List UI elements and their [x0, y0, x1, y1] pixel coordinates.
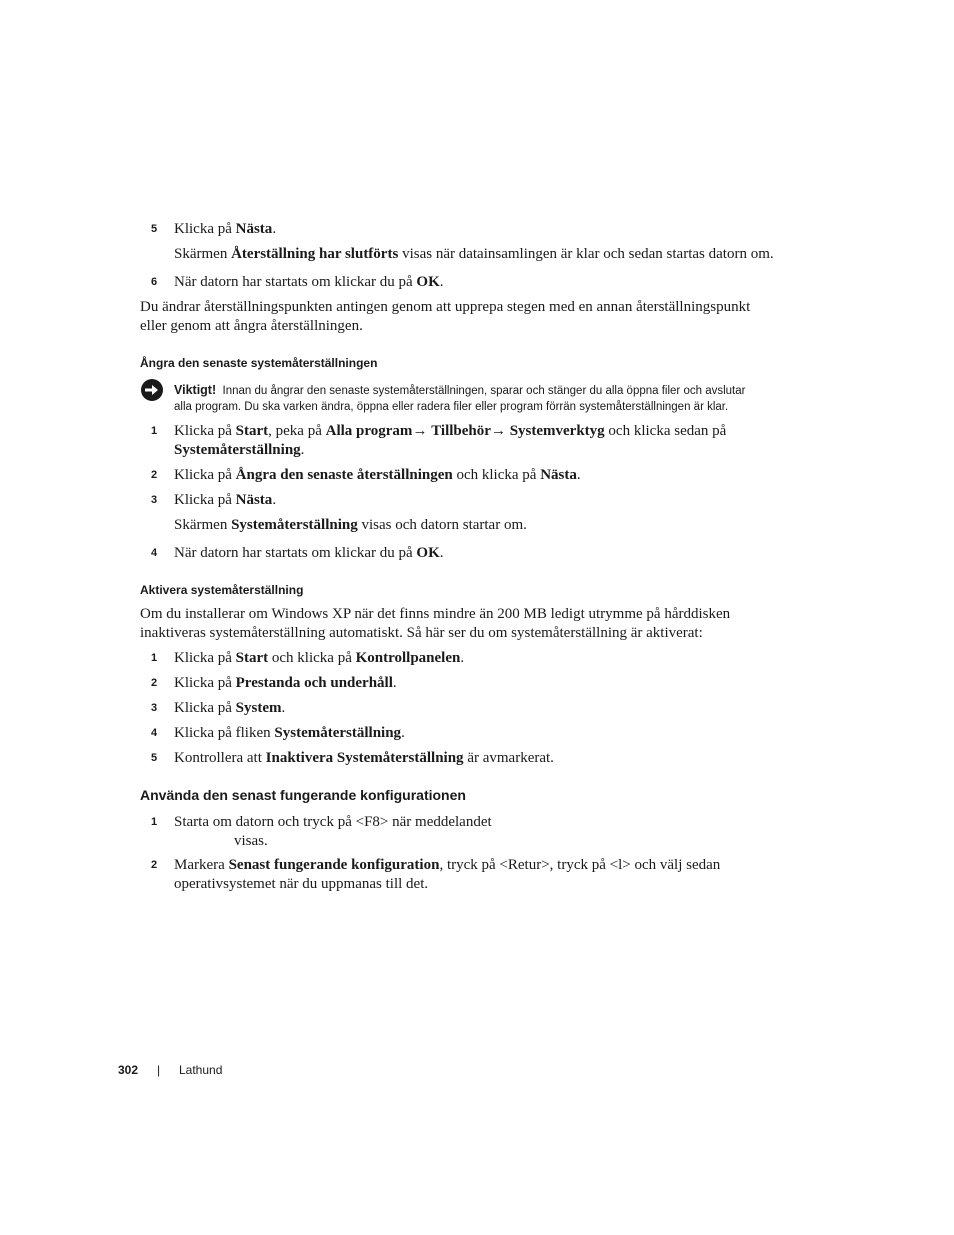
- step-text: operativsystemet när du uppmanas till det.: [174, 876, 429, 892]
- step-number: 2: [151, 469, 158, 481]
- text: Kontrollera att: [174, 750, 266, 766]
- step-number: 3: [151, 494, 158, 506]
- ui-term: Nästa: [235, 492, 273, 508]
- step-text: [174, 699, 285, 718]
- step-number: 6: [151, 276, 158, 288]
- ui-term: Nästa: [540, 467, 577, 483]
- text: .: [439, 274, 444, 290]
- text: Klicka på: [174, 700, 236, 716]
- text: och klicka på: [268, 650, 356, 666]
- step-text: [174, 674, 397, 693]
- step-text: [174, 649, 464, 668]
- ui-term: OK: [416, 274, 440, 290]
- step-subtext: [174, 245, 774, 264]
- note-line: alla program. Du ska varken ändra, öppna eller radera filer eller program förrän systemåterställningen är klar.: [174, 401, 729, 413]
- footer-title: Lathund: [179, 1063, 223, 1077]
- text: .: [272, 492, 277, 508]
- text: Klicka på: [174, 675, 236, 691]
- step-number: 2: [151, 677, 158, 689]
- text: .: [439, 545, 444, 561]
- step-text: [174, 544, 444, 563]
- text: Klicka på: [174, 492, 236, 508]
- ui-term: Start: [235, 423, 269, 439]
- step-text: visas.: [234, 833, 268, 849]
- text: Skärmen: [174, 246, 232, 262]
- step-number: 4: [151, 547, 158, 559]
- text: visas och datorn startar om.: [357, 517, 527, 533]
- text: Klicka på: [174, 650, 236, 666]
- ui-term: Start: [235, 650, 269, 666]
- paragraph-line: eller genom att ångra återställningen.: [140, 318, 363, 334]
- ui-term: Prestanda och underhåll: [235, 675, 393, 691]
- section-heading: Ångra den senaste systemåterställningen: [140, 356, 378, 370]
- text: När datorn har startats om klickar du på: [174, 545, 417, 561]
- ui-term: Kontrollpanelen: [355, 650, 461, 666]
- ui-term: Systemåterställning: [274, 725, 402, 741]
- ui-term: Alla program: [325, 423, 413, 439]
- step-text: [174, 491, 276, 510]
- text: .: [281, 700, 286, 716]
- ui-term: OK: [416, 545, 440, 561]
- text: .: [272, 221, 277, 237]
- step-number: 4: [151, 727, 158, 739]
- step-text: [174, 466, 581, 485]
- text: är avmarkerat.: [463, 750, 554, 766]
- step-number: 1: [151, 652, 158, 664]
- ui-term: Systemåterställning: [231, 517, 358, 533]
- step-text: Starta om datorn och tryck på <F8> när meddelandet: [174, 814, 492, 830]
- text: .: [300, 442, 305, 458]
- footer-separator: |: [157, 1063, 161, 1077]
- step-text: [174, 749, 554, 768]
- step-number: 1: [151, 425, 158, 437]
- step-text: [174, 273, 444, 292]
- ui-term: Inaktivera Systemåterställning: [265, 750, 464, 766]
- step-number: 2: [151, 859, 158, 871]
- step-text: [174, 856, 720, 875]
- paragraph-line: Om du installerar om Windows XP när det finns mindre än 200 MB ledigt utrymme på hårddisken: [140, 606, 731, 622]
- text: , peka på: [268, 423, 326, 439]
- text: Klicka på: [174, 467, 236, 483]
- ui-term: Ångra den senaste återställningen: [235, 467, 453, 483]
- ui-term: Tillbehör: [431, 423, 491, 439]
- section-heading: Aktivera systemåterställning: [140, 583, 304, 597]
- step-text: [174, 441, 304, 460]
- text: och klicka på: [452, 467, 541, 483]
- text: Markera: [174, 857, 229, 873]
- text: Klicka på fliken: [174, 725, 275, 741]
- step-text: [174, 422, 726, 441]
- ui-term: Systemåterställning: [174, 442, 301, 458]
- step-number: 5: [151, 223, 158, 235]
- page-number: 302: [118, 1063, 139, 1077]
- notice-arrow-icon: [140, 378, 164, 402]
- step-number: 1: [151, 816, 158, 828]
- ui-term: Nästa: [235, 221, 273, 237]
- text: , tryck på <Retur>, tryck på <l> och välj sedan: [439, 857, 721, 873]
- arrow: →: [412, 423, 432, 439]
- ui-term: System: [235, 700, 282, 716]
- section-heading: Använda den senast fungerande konfigurationen: [140, 787, 466, 803]
- ui-term: Senast fungerande konfiguration: [228, 857, 440, 873]
- text: Klicka på: [174, 221, 236, 237]
- text: .: [392, 675, 397, 691]
- text: och klicka sedan på: [604, 423, 727, 439]
- text: Innan du ångrar den senaste systemåterställningen, sparar och stänger du alla öppna filer och avslutar: [222, 385, 746, 397]
- ui-term: Systemverktyg: [509, 423, 605, 439]
- paragraph-line: Du ändrar återställningspunkten antingen genom att upprepa stegen med en annan återställningspunkt: [140, 299, 751, 315]
- text: .: [460, 650, 465, 666]
- text: visas när datainsamlingen är klar och sedan startas datorn om.: [398, 246, 774, 262]
- text: .: [401, 725, 405, 741]
- step-subtext: [174, 516, 527, 535]
- text: Skärmen: [174, 517, 232, 533]
- step-number: 3: [151, 702, 158, 714]
- step-text: [174, 724, 405, 743]
- step-number: 5: [151, 752, 158, 764]
- arrow: →: [490, 423, 510, 439]
- note-label: Viktigt!: [174, 383, 217, 397]
- text: .: [576, 467, 581, 483]
- step-text: [174, 220, 276, 239]
- ui-term: Återställning har slutförts: [231, 246, 399, 262]
- note-line: [174, 382, 745, 400]
- text: Klicka på: [174, 423, 236, 439]
- text: När datorn har startats om klickar du på: [174, 274, 417, 290]
- paragraph-line: inaktiveras systemåterställning automatiskt. Så här ser du om systemåterställning är aktiverat:: [140, 625, 703, 641]
